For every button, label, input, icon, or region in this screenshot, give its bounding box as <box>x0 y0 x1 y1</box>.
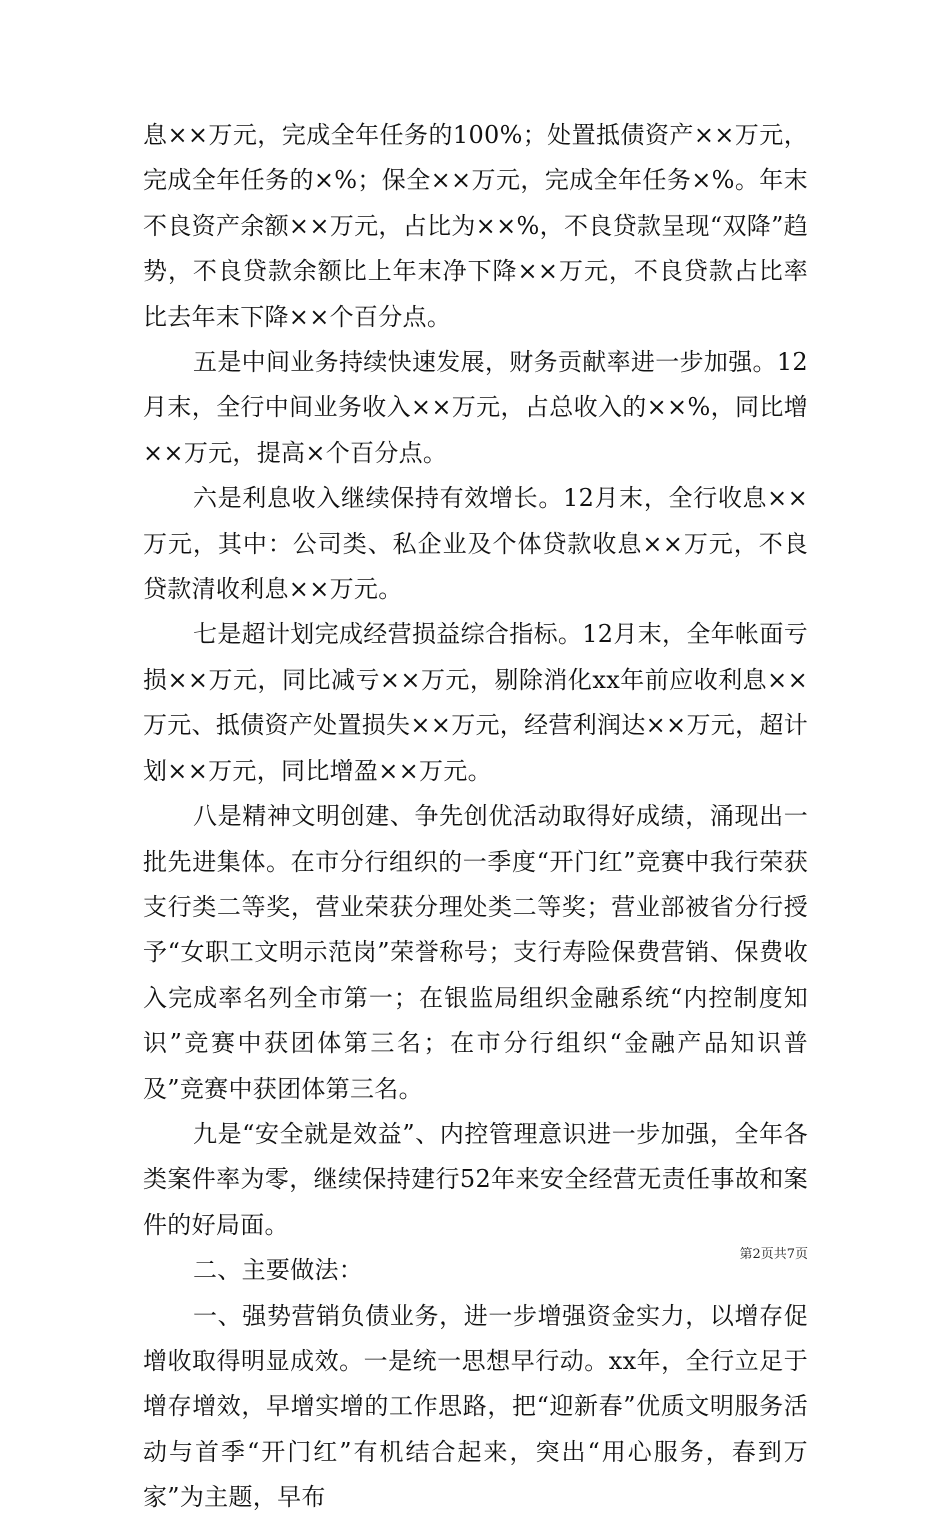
paragraph-practice-one: 一、强势营销负债业务，进一步增强资金实力，以增存促增收取得明显成效。一是统一思想早行动。xx年，全行立足于增存增效，早增实增的工作思路，把“迎新春”优质文明服务活动与首季“开门红”有机结合起来，突出“用心服务，春到万家”为主题，早布 <box>143 1301 808 1512</box>
paragraph-item-seven: 七是超计划完成经营损益综合指标。12月末，全年帐面亏损××万元，同比减亏××万元，剔除消化xx年前应收利息××万元、抵债资产处置损失××万元，经营利润达××万元，超计划××万元，同比增盈××万元。 <box>143 620 808 785</box>
paragraph-continuation: 息××万元，完成全年任务的100%；处置抵债资产××万元，完成全年任务的×%；保全××万元，完成全年任务×%。年末不良资产余额××万元，占比为××%，不良贷款呈现“双降”趋势，不良贷款余额比上年末净下降××万元，不良贷款占比率比去年末下降××个百分点。 <box>143 121 808 331</box>
paragraph-item-nine: 九是“安全就是效益”、内控管理意识进一步加强，全年各类案件率为零，继续保持建行52年来安全经营无责任事故和案件的好局面。 <box>143 1119 808 1239</box>
document-body <box>143 113 808 1521</box>
page-number-label: 第2页共7页 <box>739 1247 808 1262</box>
section-heading-main-practices: 二、主要做法： <box>193 1256 364 1285</box>
paragraph-item-six: 六是利息收入继续保持有效增长。12月末，全行收息××万元，其中：公司类、私企业及个体贷款收息××万元，不良贷款清收利息××万元。 <box>143 484 808 604</box>
page-number-footer <box>650 1246 808 1264</box>
paragraph-item-five: 五是中间业务持续快速发展，财务贡献率进一步加强。12月末，全行中间业务收入××万元，占总收入的××%，同比增××万元，提高×个百分点。 <box>143 348 808 467</box>
paragraph-item-eight: 八是精神文明创建、争先创优活动取得好成绩，涌现出一批先进集体。在市分行组织的一季度“开门红”竞赛中我行荣获支行类二等奖，营业荣获分理处类二等奖；营业部被省分行授予“女职工文明示范岗”荣誉称号；支行寿险保费营销、保费收入完成率名列全市第一；在银监局组织金融系统“内控制度知识”竞赛中获团体第三名；在市分行组织“金融产品知识普及”竞赛中获团体第三名。 <box>143 802 808 1103</box>
